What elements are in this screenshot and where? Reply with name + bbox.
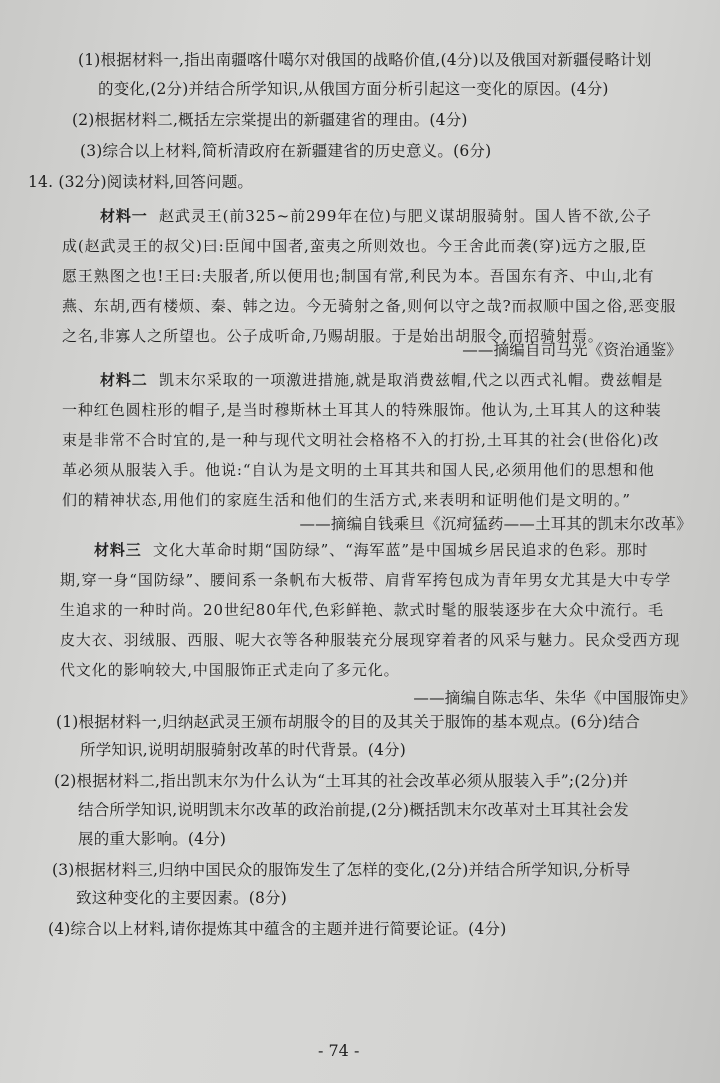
material-3-line3: 生追求的一种时尚。20世纪80年代,色彩鲜艳、款式时髦的服装逐步在大众中流行。毛 bbox=[60, 601, 664, 619]
material-3-label: 材料三 bbox=[94, 541, 142, 559]
material-1-line1: 材料一 赵武灵王(前325~前299年在位)与肥义谋胡服骑射。国人皆不欲,公子 bbox=[100, 207, 652, 225]
material-3-line1: 材料三 文化大革命时期“国防绿”、“海军蓝”是中国城乡居民追求的色彩。那时 bbox=[94, 541, 649, 559]
material-2-line3: 束是非常不合时宜的,是一种与现代文明社会格格不入的打扮,土耳其的社会(世俗化)改 bbox=[62, 431, 660, 449]
material-2-line1: 材料二 凯末尔采取的一项激进措施,就是取消费兹帽,代之以西式礼帽。费兹帽是 bbox=[100, 371, 664, 389]
material-2-source: ——摘编自钱乘旦《沉疴猛药——土耳其的凯末尔改革》 bbox=[299, 515, 692, 533]
material-2-line4: 革必须从服装入手。他说:“自认为是文明的土耳其共和国人民,必须用他们的思想和他 bbox=[62, 461, 655, 479]
q14-part4: (4)综合以上材料,请你提炼其中蕴含的主题并进行简要论证。(4分) bbox=[48, 920, 507, 938]
q13-part2: (2)根据材料二,概括左宗棠提出的新疆建省的理由。(4分) bbox=[72, 111, 468, 129]
q14-part3-line1: (3)根据材料三,归纳中国民众的服饰发生了怎样的变化,(2分)并结合所学知识,分析导 bbox=[52, 861, 631, 879]
material-1-line5: 之名,非寡人之所望也。公子成听命,乃赐胡服。于是始出胡服令,而招骑射焉。 bbox=[62, 327, 604, 345]
q14-part3-line2: 致这种变化的主要因素。(8分) bbox=[76, 889, 287, 907]
material-1-label: 材料一 bbox=[100, 207, 148, 225]
q14-part2-line3: 展的重大影响。(4分) bbox=[78, 830, 227, 848]
material-1-source: ——摘编自司马光《资治通鉴》 bbox=[462, 341, 682, 359]
material-3-line2: 期,穿一身“国防绿”、腰间系一条帆布大板带、肩背军挎包成为青年男女尤其是大中专学 bbox=[60, 571, 672, 589]
q13-part1-line1: (1)根据材料一,指出南疆喀什噶尔对俄国的战略价值,(4分)以及俄国对新疆侵略计划 bbox=[78, 51, 652, 69]
page-number: - 74 - bbox=[318, 1041, 360, 1060]
material-3-line4: 皮大衣、羽绒服、西服、呢大衣等各种服装充分展现穿着者的风采与魅力。民众受西方现 bbox=[60, 631, 681, 649]
q13-part1-line2: 的变化,(2分)并结合所学知识,从俄国方面分析引起这一变化的原因。(4分) bbox=[98, 80, 609, 98]
q14-part1-line1: (1)根据材料一,归纳赵武灵王颁布胡服令的目的及其关于服饰的基本观点。(6分)结合 bbox=[56, 713, 641, 731]
material-2-label: 材料二 bbox=[100, 371, 148, 389]
material-3-source: ——摘编自陈志华、朱华《中国服饰史》 bbox=[413, 689, 696, 707]
q13-part3: (3)综合以上材料,简析清政府在新疆建省的历史意义。(6分) bbox=[80, 142, 492, 160]
material-3-line5: 代文化的影响较大,中国服饰正式走向了多元化。 bbox=[60, 661, 400, 679]
material-2-line2: 一种红色圆柱形的帽子,是当时穆斯林土耳其人的特殊服饰。他认为,土耳其人的这种装 bbox=[62, 401, 662, 419]
material-1-line3: 愿王熟图之也!王曰:夫服者,所以便用也;制国有常,利民为本。吾国东有齐、中山,北有 bbox=[62, 267, 655, 285]
q14-part2-line2: 结合所学知识,说明凯末尔改革的政治前提,(2分)概括凯末尔改革对土耳其社会发 bbox=[78, 801, 629, 819]
q14-part2-line1: (2)根据材料二,指出凯末尔为什么认为“土耳其的社会改革必须从服装入手”;(2分)并 bbox=[54, 772, 629, 790]
material-1-line4: 燕、东胡,西有楼烦、秦、韩之边。今无骑射之备,则何以守之哉?而叔顺中国之俗,恶变服 bbox=[62, 297, 677, 315]
material-1-line2: 成(赵武灵王的叔父)曰:臣闻中国者,蛮夷之所则效也。今王舍此而袭(穿)远方之服,臣 bbox=[62, 237, 647, 255]
q14-header: 14. (32分)阅读材料,回答问题。 bbox=[28, 173, 254, 191]
q14-part1-line2: 所学知识,说明胡服骑射改革的时代背景。(4分) bbox=[80, 741, 406, 759]
material-2-line5: 们的精神状态,用他们的家庭生活和他们的生活方式,来表明和证明他们是文明的。” bbox=[62, 491, 631, 509]
